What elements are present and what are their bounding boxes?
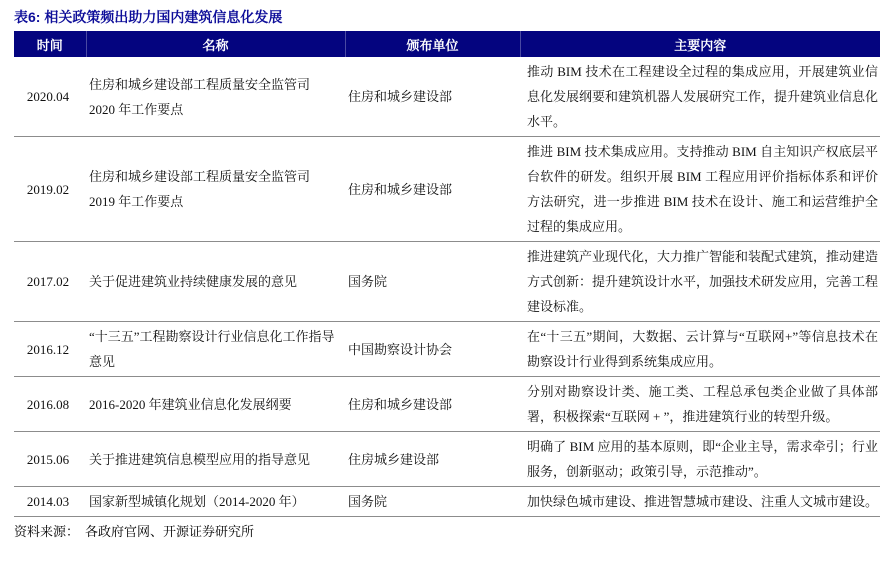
table-row xyxy=(14,432,880,487)
table-row xyxy=(14,377,880,432)
policy-table xyxy=(14,31,880,517)
cell-date: 2016.12 xyxy=(14,322,86,377)
cell-date: 2015.06 xyxy=(14,432,86,487)
table-row xyxy=(14,487,880,517)
table-row xyxy=(14,242,880,322)
cell-date: 2014.03 xyxy=(14,487,86,517)
header-row xyxy=(14,31,880,57)
cell-summary: 加快绿色城市建设、推进智慧城市建设、注重人文城市建设。 xyxy=(520,487,880,517)
cell-date: 2016.08 xyxy=(14,377,86,432)
cell-policy-name: 住房和城乡建设部工程质量安全监管司 2020 年工作要点 xyxy=(86,57,345,137)
cell-summary: 在“十三五”期间，大数据、云计算与“互联网+”等信息技术在勘察设计行业得到系统集成应用。 xyxy=(520,322,880,377)
cell-policy-name: 国家新型城镇化规划（2014-2020 年） xyxy=(86,487,345,517)
source-text: 各政府官网、开源证券研究所 xyxy=(85,524,255,539)
cell-issuer: 中国勘察设计协会 xyxy=(345,322,520,377)
cell-summary: 推动 BIM 技术在工程建设全过程的集成应用，开展建筑业信息化发展纲要和建筑机器人发展研究工作，提升建筑业信息化水平。 xyxy=(520,57,880,137)
cell-date: 2019.02 xyxy=(14,137,86,242)
cell-issuer: 住房和城乡建设部 xyxy=(345,377,520,432)
source-label: 资料来源： xyxy=(14,524,80,539)
cell-date: 2020.04 xyxy=(14,57,86,137)
col-header-time: 时间 xyxy=(14,31,86,57)
col-header-name: 名称 xyxy=(86,31,345,57)
table-row xyxy=(14,322,880,377)
col-header-summary: 主要内容 xyxy=(520,31,880,57)
cell-issuer: 国务院 xyxy=(345,242,520,322)
cell-policy-name: 住房和城乡建设部工程质量安全监管司 2019 年工作要点 xyxy=(86,137,345,242)
cell-issuer: 住房和城乡建设部 xyxy=(345,137,520,242)
table-title: 表6: 相关政策频出助力国内建筑信息化发展 xyxy=(14,9,283,25)
cell-summary: 明确了 BIM 应用的基本原则，即“企业主导，需求牵引；行业服务，创新驱动；政策引导，示范推动”。 xyxy=(520,432,880,487)
cell-date: 2017.02 xyxy=(14,242,86,322)
table-row xyxy=(14,57,880,137)
col-header-issuer: 颁布单位 xyxy=(345,31,520,57)
cell-summary: 推进 BIM 技术集成应用。支持推动 BIM 自主知识产权底层平台软件的研发。组织开展 BIM 工程应用评价指标体系和评价方法研究，进一步推进 BIM 技术在设计、施工和运营维护全过程的集成应用。 xyxy=(520,137,880,242)
cell-issuer: 住房城乡建设部 xyxy=(345,432,520,487)
cell-policy-name: 关于促进建筑业持续健康发展的意见 xyxy=(86,242,345,322)
cell-issuer: 国务院 xyxy=(345,487,520,517)
cell-policy-name: 2016-2020 年建筑业信息化发展纲要 xyxy=(86,377,345,432)
data-source-note xyxy=(14,522,880,542)
cell-issuer: 住房和城乡建设部 xyxy=(345,57,520,137)
cell-summary: 分别对勘察设计类、施工类、工程总承包类企业做了具体部署，积极探索“互联网 + ”，推进建筑行业的转型升级。 xyxy=(520,377,880,432)
cell-policy-name: 关于推进建筑信息模型应用的指导意见 xyxy=(86,432,345,487)
cell-summary: 推进建筑产业现代化，大力推广智能和装配式建筑，推动建造方式创新：提升建筑设计水平，加强技术研发应用，完善工程建设标准。 xyxy=(520,242,880,322)
table-row xyxy=(14,137,880,242)
cell-policy-name: “十三五”工程勘察设计行业信息化工作指导意见 xyxy=(86,322,345,377)
